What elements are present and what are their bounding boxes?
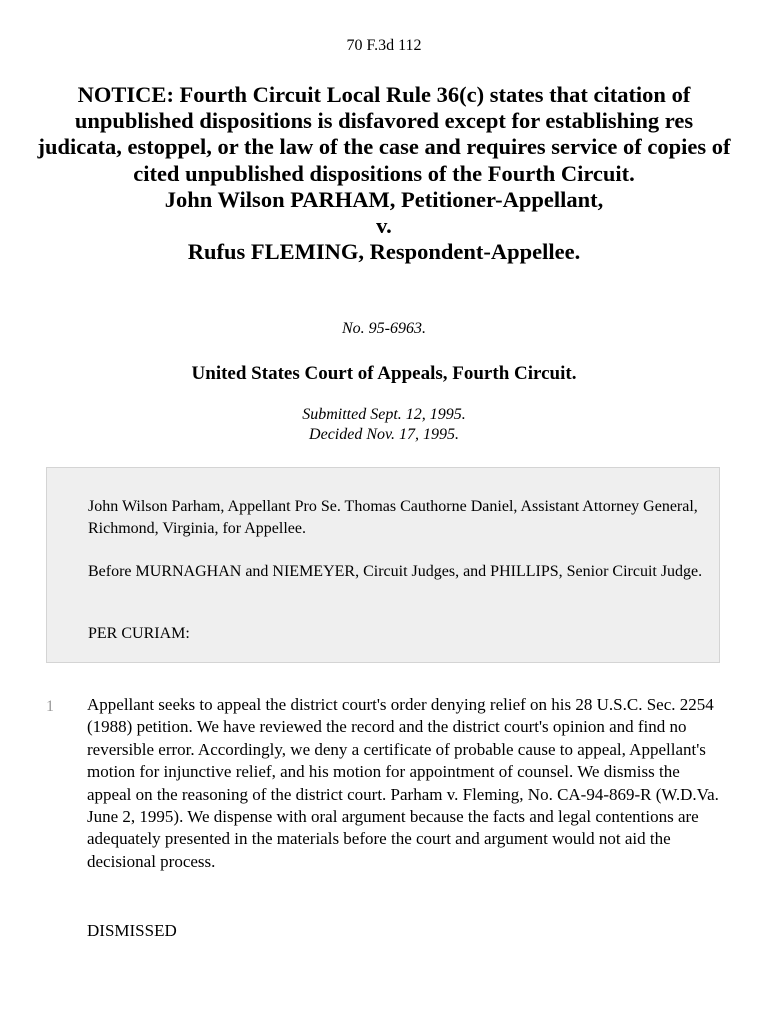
- paragraph-number: 1: [46, 698, 54, 715]
- notice-text: NOTICE: Fourth Circuit Local Rule 36(c) states that citation of unpublished dispositions is disfavored except for establishing res judicata, estoppel, or the law of the case and requires service of copies of cited unpublished dispositions of the Fourth Circuit.: [37, 82, 731, 186]
- case-title: [30, 82, 738, 265]
- case-header-box: [46, 467, 720, 663]
- versus-label: v.: [376, 213, 392, 239]
- decided-date: Decided Nov. 17, 1995.: [309, 426, 459, 443]
- appellant-name: John Wilson PARHAM, Petitioner-Appellant,: [164, 186, 604, 212]
- docket-number: No. 95-6963.: [342, 320, 426, 337]
- appellee-name: Rufus FLEMING, Respondent-Appellee.: [187, 239, 581, 265]
- submitted-date: Submitted Sept. 12, 1995.: [302, 406, 466, 423]
- case-dates: [0, 405, 768, 445]
- reporter-citation: 70 F.3d 112: [346, 37, 422, 54]
- per-curiam-label: PER CURIAM:: [88, 625, 190, 642]
- court-name: United States Court of Appeals, Fourth Circuit.: [191, 363, 577, 384]
- disposition-label: DISMISSED: [87, 921, 177, 940]
- counsel-paragraph: John Wilson Parham, Appellant Pro Se. Thomas Cauthorne Daniel, Assistant Attorney General, Richmond, Virginia, for Appellee.: [88, 498, 698, 537]
- opinion-paragraph: Appellant seeks to appeal the district court's order denying relief on his 28 U.S.C. Sec. 2254 (1988) petition. We have reviewed the record and the district court's opinion and find no reversible error. Accordingly, we deny a certificate of probable cause to appeal, Appellant's motion for injunctive relief, and his motion for appointment of counsel. We dismiss the appeal on the reasoning of the district court. Parham v. Fleming, No. CA-94-869-R (W.D.Va. June 2, 1995). We dispense with oral argument because the facts and legal contentions are adequately presented in the materials before the court and argument would not aid the decisional process.: [87, 695, 719, 871]
- judges-paragraph: Before MURNAGHAN and NIEMEYER, Circuit Judges, and PHILLIPS, Senior Circuit Judge.: [88, 563, 703, 580]
